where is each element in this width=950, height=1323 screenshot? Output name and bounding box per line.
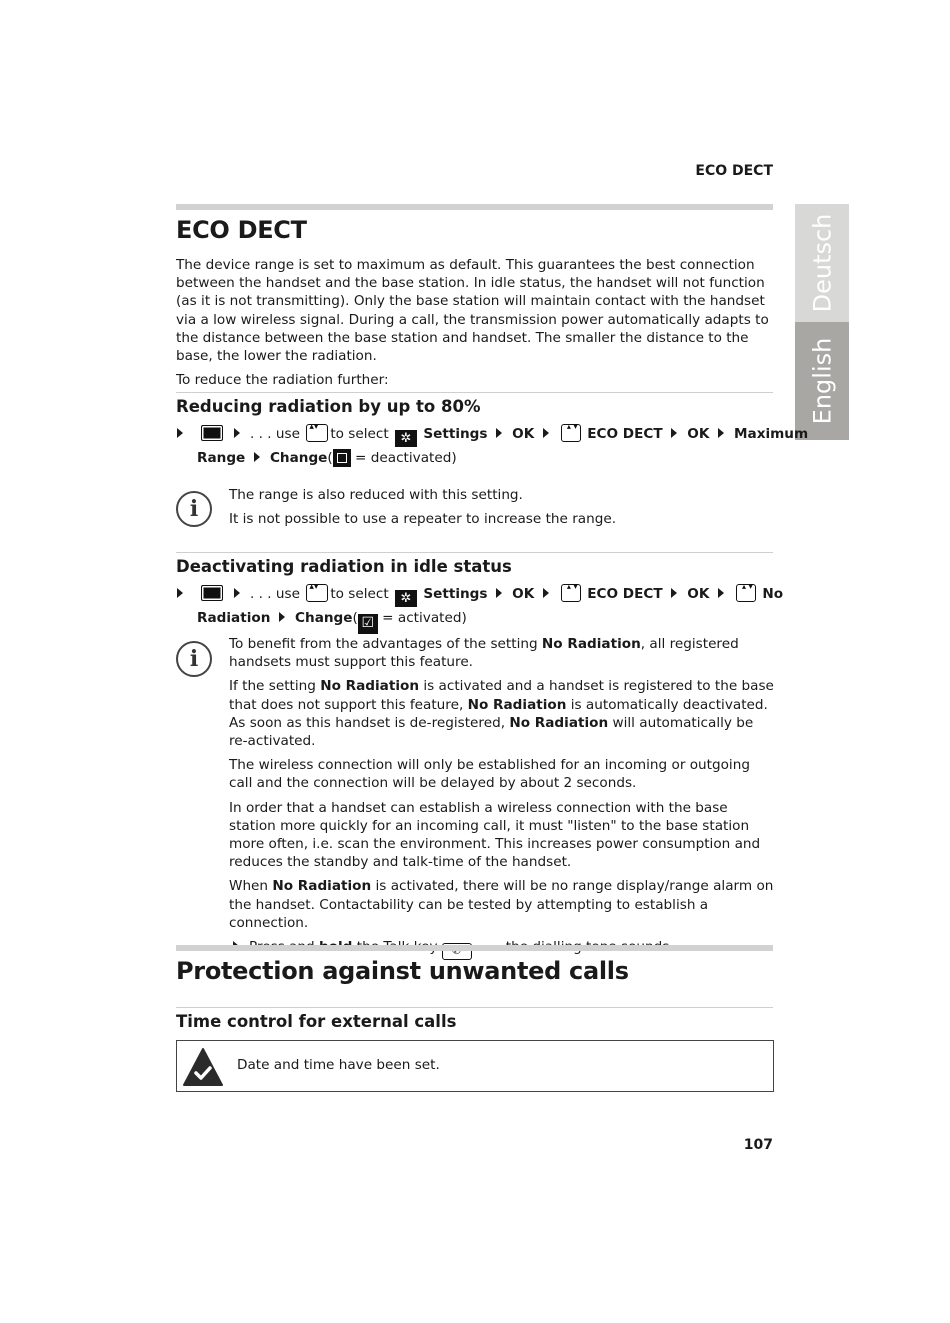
note-text: is activated, there will be no range display/range alarm on the handset. Contactability can be tested by attempting to establish a connection. bbox=[229, 878, 774, 931]
step-text: . . . use bbox=[249, 426, 300, 442]
note-text: The range is also reduced with this setting. bbox=[229, 487, 523, 503]
setting-name: No Radiation bbox=[272, 878, 372, 895]
intro-paragraph: The device range is set to maximum as default. This guarantees the best connection between the handset and the base station. In idle status, the handset will not function (as it is not transmitting). Only the base station will maintain contact with the handset via a low wireless signal. During a call, the transmission power automatically adapts to the distance between the base station and handset. The smaller the distance to the base, the lower the radiation. bbox=[176, 257, 769, 365]
intro-text bbox=[176, 256, 773, 389]
step-text: to select bbox=[330, 426, 389, 442]
menu-key-icon bbox=[201, 425, 223, 441]
subsection-divider bbox=[176, 1007, 773, 1008]
step-text: ( bbox=[327, 450, 333, 466]
page-number: 107 bbox=[743, 1137, 773, 1153]
menu-item-settings: Settings bbox=[423, 586, 488, 602]
note-paragraph: In order that a handset can establish a wireless connection with the base station more quickly for an incoming call, it must "listen" to the base station more often, i.e. scan the environment. This increases power consumption and reduces the standby and talk-time of the handset. bbox=[229, 799, 761, 871]
subsection-heading: Reducing radiation by up to 80% bbox=[176, 397, 481, 416]
section-divider bbox=[176, 945, 773, 951]
note-paragraph bbox=[229, 677, 774, 750]
arrow-icon bbox=[234, 588, 240, 598]
change-softkey: Change bbox=[269, 450, 328, 466]
arrow-icon bbox=[496, 428, 502, 438]
menu-key-icon bbox=[201, 585, 223, 601]
step-text: ( bbox=[352, 610, 358, 626]
tab-deutsch[interactable] bbox=[795, 204, 849, 322]
section-divider bbox=[176, 204, 773, 210]
menu-item-settings: Settings bbox=[423, 426, 488, 442]
ok-softkey: OK bbox=[687, 586, 710, 602]
info-note bbox=[229, 486, 774, 528]
control-key-icon bbox=[306, 584, 328, 602]
subsection-divider bbox=[176, 392, 773, 393]
prerequisite-text: Date and time have been set. bbox=[237, 1057, 440, 1073]
arrow-icon bbox=[234, 428, 240, 438]
arrow-icon bbox=[671, 428, 677, 438]
ok-softkey: OK bbox=[512, 426, 535, 442]
up-down-key-icon bbox=[561, 424, 581, 442]
note-paragraph: The wireless connection will only be established for an incoming or outgoing call and the connection will be delayed by about 2 seconds. bbox=[229, 757, 750, 792]
setting-name: No Radiation bbox=[509, 714, 609, 731]
change-softkey: Change bbox=[295, 610, 353, 626]
arrow-icon bbox=[718, 428, 724, 438]
section-title: Protection against unwanted calls bbox=[176, 957, 629, 985]
checkbox-unchecked-icon bbox=[333, 449, 351, 467]
step-arrow-icon bbox=[177, 588, 183, 598]
prerequisite-check-icon bbox=[183, 1048, 223, 1086]
lead-in: To reduce the radiation further: bbox=[176, 372, 389, 389]
arrow-icon bbox=[254, 452, 260, 462]
arrow-icon bbox=[671, 588, 677, 598]
note-text: To benefit from the advantages of the setting bbox=[229, 636, 542, 652]
tab-english-label: English bbox=[808, 337, 837, 425]
section-title: ECO DECT bbox=[176, 216, 307, 244]
subsection-heading: Deactivating radiation in idle status bbox=[176, 557, 512, 576]
procedure-step bbox=[176, 583, 784, 634]
arrow-icon bbox=[718, 588, 724, 598]
note-text: When bbox=[229, 878, 273, 895]
gear-icon: ✲ bbox=[395, 590, 417, 607]
language-tabs bbox=[795, 204, 849, 440]
step-arrow-icon bbox=[177, 428, 183, 438]
arrow-icon bbox=[496, 588, 502, 598]
menu-item-eco-dect: ECO DECT bbox=[587, 586, 663, 602]
menu-item-option: Radiation bbox=[197, 610, 271, 626]
arrow-icon bbox=[543, 588, 549, 598]
arrow-icon bbox=[279, 612, 285, 622]
setting-name: No Radiation bbox=[467, 696, 567, 713]
menu-item-eco-dect: ECO DECT bbox=[587, 426, 663, 442]
control-key-icon bbox=[306, 424, 328, 442]
ok-softkey: OK bbox=[512, 586, 535, 602]
subsection-divider bbox=[176, 552, 773, 553]
arrow-icon bbox=[543, 428, 549, 438]
note-text: , all registered handsets must support this feature. bbox=[229, 636, 739, 671]
note-paragraph bbox=[229, 635, 774, 671]
state-text: = deactivated) bbox=[355, 450, 457, 466]
up-down-key-icon bbox=[736, 584, 756, 602]
up-down-key-icon bbox=[561, 584, 581, 602]
note-text: It is not possible to use a repeater to increase the range. bbox=[229, 511, 617, 528]
ok-softkey: OK bbox=[687, 426, 710, 442]
note-text: is activated and a handset is registered to the base that does not support this feature, bbox=[229, 678, 774, 713]
note-text: If the setting bbox=[229, 678, 321, 695]
subsection-heading: Time control for external calls bbox=[176, 1012, 457, 1031]
info-icon: i bbox=[176, 641, 212, 677]
setting-name: No Radiation bbox=[541, 636, 641, 652]
note-text: is automatically deactivated. As soon as this handset is de-registered, bbox=[229, 696, 768, 731]
tab-english[interactable] bbox=[795, 322, 849, 440]
checkbox-checked-icon: ☑ bbox=[358, 614, 378, 634]
menu-item-option: No bbox=[762, 586, 784, 602]
step-text: . . . use bbox=[249, 586, 300, 602]
step-text: to select bbox=[330, 586, 389, 602]
state-text: = activated) bbox=[382, 610, 467, 626]
prerequisite-box bbox=[176, 1040, 774, 1092]
gear-icon: ✲ bbox=[395, 430, 417, 447]
menu-item-option: Range bbox=[197, 450, 246, 466]
tab-deutsch-label: Deutsch bbox=[808, 213, 836, 313]
menu-item-option: Maximum bbox=[734, 426, 809, 442]
note-text: will automatically be re-activated. bbox=[229, 714, 754, 750]
procedure-step bbox=[176, 423, 809, 470]
info-note bbox=[229, 635, 774, 960]
note-paragraph bbox=[229, 877, 774, 932]
info-icon: i bbox=[176, 491, 212, 527]
setting-name: No Radiation bbox=[320, 678, 420, 695]
running-header: ECO DECT bbox=[695, 163, 773, 179]
